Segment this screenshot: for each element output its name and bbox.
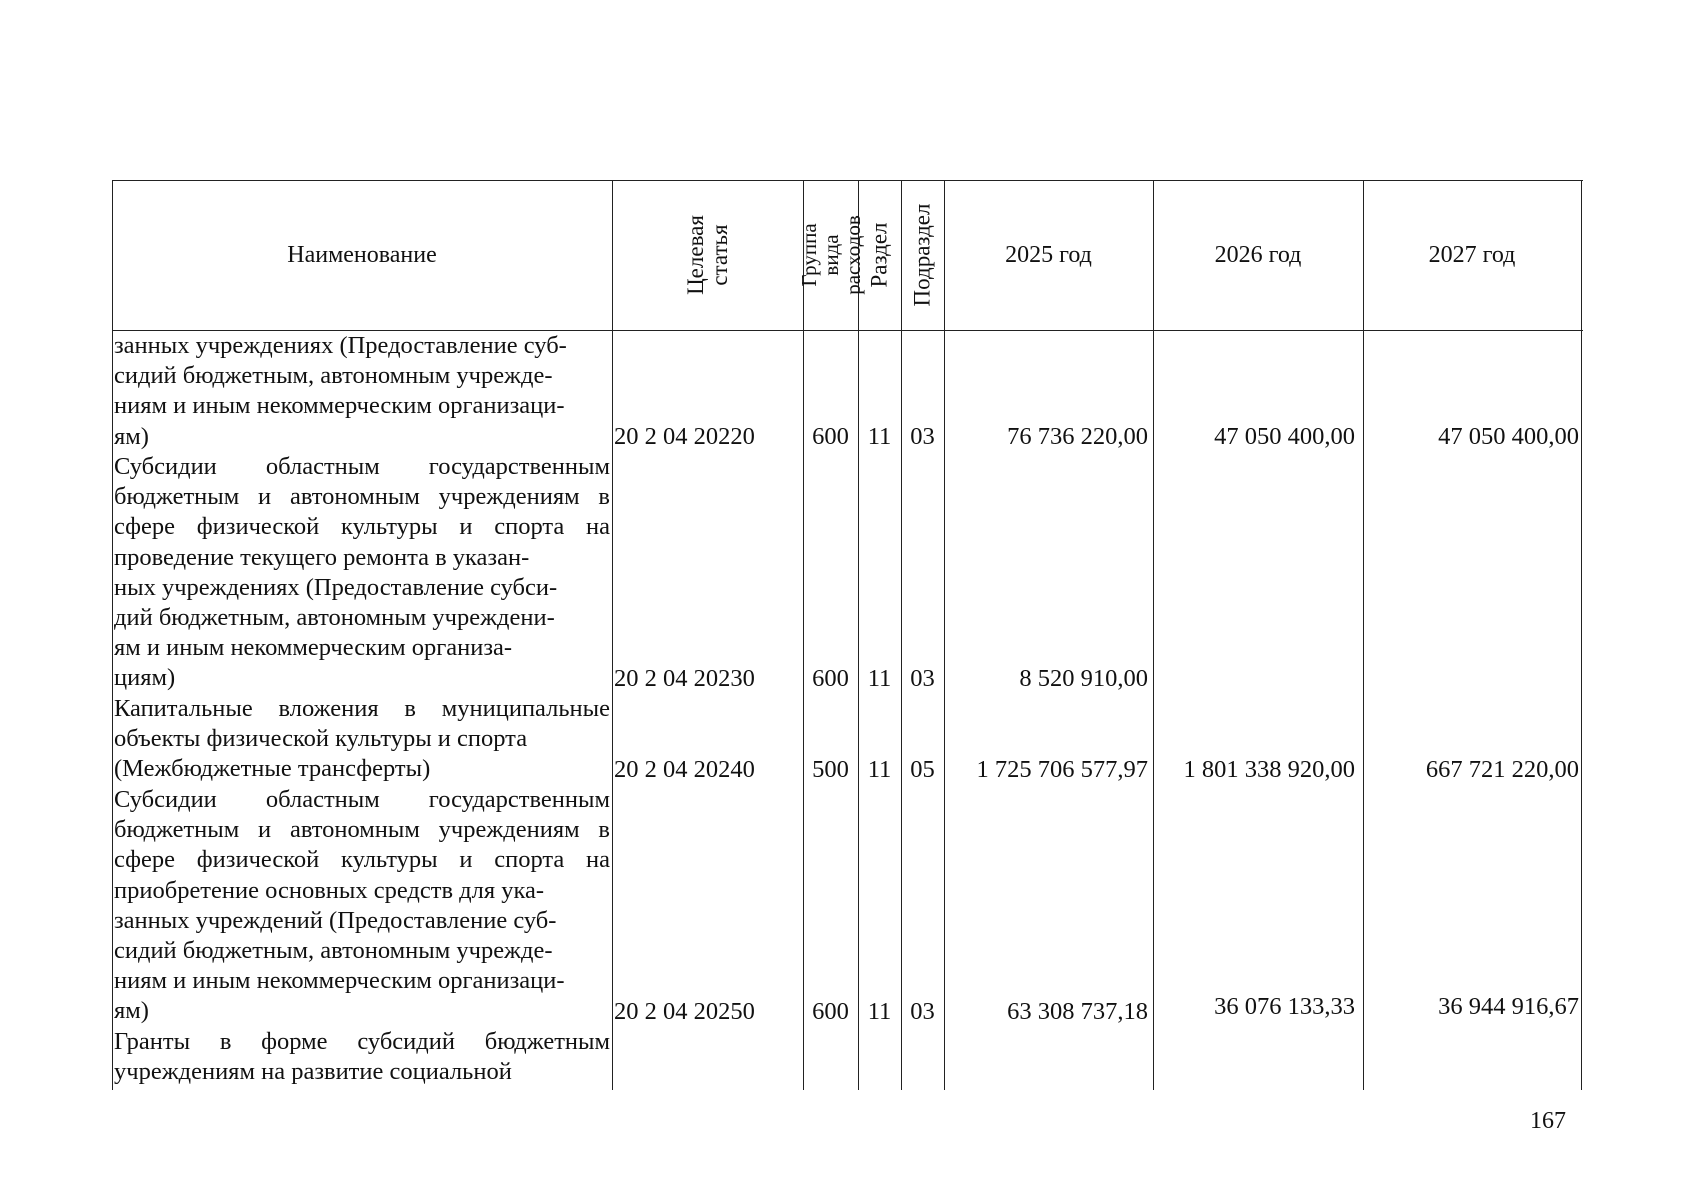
table-row [112,993,1583,1027]
header-expense-group-label: Группа вида расходов [796,215,865,295]
row-1-section: 11 [867,423,892,450]
row-1-code: 20 2 04 20220 [614,423,755,450]
row-3-group: 500 [812,756,849,783]
row-4-group: 600 [812,998,849,1025]
row-4-section: 11 [867,998,892,1025]
row-3-name: Капитальные вложения в муниципальные объекты физической культуры и спорта (Межбюджетные трансферты) [114,695,610,783]
row-5-name: Гранты в форме субсидий бюджетным учреждениям на развитие социальной [114,1028,610,1086]
row-3-2026: 1 801 338 920,00 [1183,756,1355,783]
row-1-name: занных учреждениях (Предоставление суб- сидий бюджетным, автономным учрежде- ниям и иным некоммерческим организаци- ям) [114,332,567,450]
row-4-subsection: 03 [910,998,935,1025]
row-2-name: Субсидии областным государственным бюджетным и автономным учреждениям в сфере физической культуры и спорта на проведение текущего ремонта в указан- ных учреждениях (Предоставление субси- дий бюджетным, автономным учреждени- ям и иным некоммерческим организа- циям) [114,453,610,692]
col-border-right [1581,180,1582,1090]
row-1-group: 600 [812,423,849,450]
header-section-label: Раздел [866,222,892,288]
row-3-subsection: 05 [910,756,935,783]
row-1-2027: 47 050 400,00 [1438,423,1579,450]
row-4-code: 20 2 04 20250 [614,998,755,1025]
row-2-subsection: 03 [910,665,935,692]
row-4-2026: 36 076 133,33 [1214,993,1355,1020]
table-row [112,664,1583,694]
header-2025: 2025 год [1005,241,1092,268]
row-4-2025: 63 308 737,18 [1007,998,1148,1025]
header-name: Наименование [287,241,437,268]
header-2027: 2027 год [1428,241,1516,268]
header-expense-group [796,180,865,330]
row-4-2027: 36 944 916,67 [1438,993,1579,1020]
header-target-article-label: Целевая статья [682,215,732,295]
header-2026: 2026 год [1214,241,1302,268]
budget-table [112,180,1583,1090]
row-2-group: 600 [812,665,849,692]
row-3-2027: 667 721 220,00 [1425,756,1579,783]
page-number: 167 [1530,1108,1566,1134]
row-3-2025: 1 725 706 577,97 [976,756,1148,783]
table-row [112,422,1583,452]
header-target-article [612,180,803,330]
header-section [858,180,901,330]
row-2-2025: 8 520 910,00 [1019,665,1148,692]
row-4-name: Субсидии областным государственным бюджетным и автономным учреждениям в сфере физической культуры и спорта на приобретение основных средств для ука- занных учреждений (Предоставление суб- сидий бюджетным, автономным учрежде- ниям и иным некоммерческим организаци- ям) [114,786,610,1025]
header-subsection-label: Подраздел [909,203,935,307]
table-row [112,755,1583,785]
row-2-section: 11 [867,665,892,692]
row-1-2026: 47 050 400,00 [1214,423,1355,450]
row-1-subsection: 03 [910,423,935,450]
row-1-2025: 76 736 220,00 [1007,423,1148,450]
row-2-code: 20 2 04 20230 [614,665,755,692]
header-subsection [901,180,944,330]
row-3-section: 11 [867,756,892,783]
row-3-code: 20 2 04 20240 [614,756,755,783]
